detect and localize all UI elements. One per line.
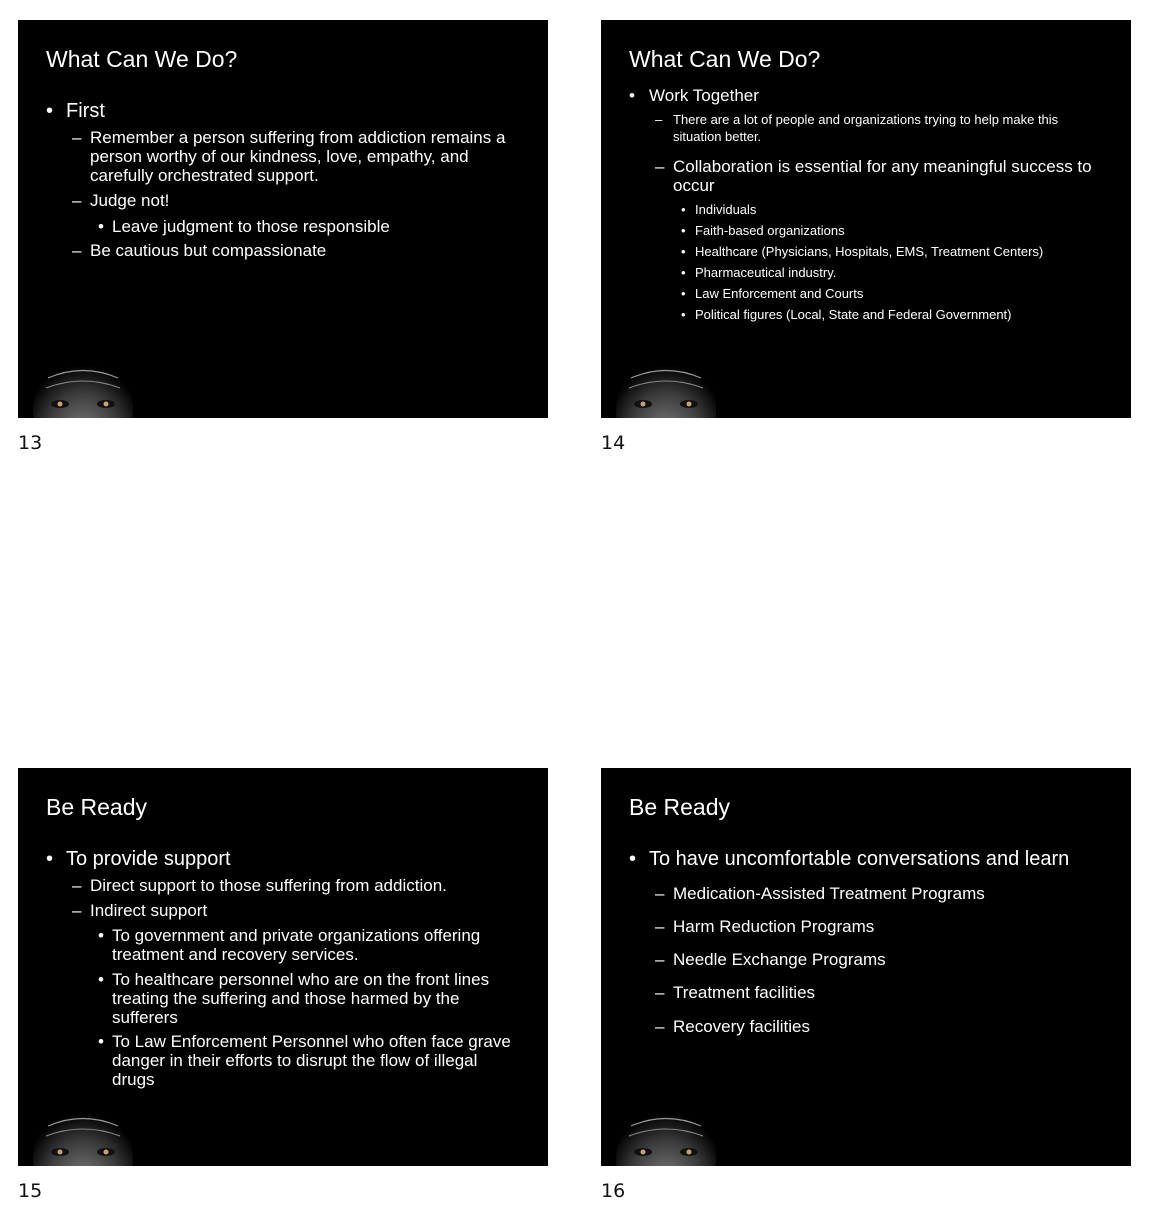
- bullet-marker: –: [655, 884, 665, 904]
- bullet-text: Needle Exchange Programs: [673, 950, 886, 970]
- bullet-marker: –: [72, 901, 82, 921]
- bullet-marker: •: [98, 926, 104, 946]
- bullet-item: [46, 970, 520, 1027]
- bullet-item: [629, 157, 1103, 195]
- slide-bullets: [46, 100, 520, 266]
- bullet-text: Indirect support: [90, 901, 208, 921]
- bullet-item: [629, 243, 1103, 262]
- bullet-text: To Law Enforcement Personnel who often face grave danger in their efforts to disrupt the flow of illegal drugs: [112, 1031, 511, 1089]
- bullet-text: To government and private organizations offering treatment and recovery services.: [112, 926, 481, 965]
- slide-14: [601, 20, 1131, 418]
- bullet-text: Political figures (Local, State and Federal Government): [695, 306, 1012, 322]
- bullet-text: Individuals: [695, 202, 757, 218]
- slide-title: Be Ready: [629, 794, 731, 820]
- bullet-marker: –: [655, 112, 663, 128]
- bullet-text: Judge not!: [90, 191, 170, 211]
- bullet-item: [629, 285, 1103, 304]
- bullet-item: [629, 848, 1103, 870]
- bullet-item: [46, 876, 520, 895]
- slide-bullets: [629, 86, 1103, 326]
- slide-title: Be Ready: [46, 794, 148, 820]
- bullet-text: Law Enforcement and Courts: [695, 285, 864, 301]
- bullet-text: To healthcare personnel who are on the front lines treating the suffering and those harmed by the sufferers: [112, 969, 490, 1027]
- slide-bullets: [629, 848, 1103, 1050]
- bullet-item: [629, 950, 1103, 969]
- bullet-text: Pharmaceutical industry.: [695, 264, 837, 280]
- slide-bullets: [46, 848, 520, 1094]
- bullet-item: [629, 201, 1103, 220]
- bullet-text: First: [66, 100, 105, 122]
- slide-16: [601, 768, 1131, 1166]
- bullet-marker: –: [72, 240, 82, 260]
- bullet-item: [46, 848, 520, 870]
- bullet-marker: •: [46, 848, 54, 870]
- bullet-text: Treatment facilities: [673, 983, 816, 1003]
- bullet-marker: •: [629, 86, 635, 105]
- bullet-marker: •: [681, 306, 686, 322]
- bullet-item: [46, 128, 520, 185]
- bullet-marker: –: [655, 157, 665, 177]
- slide-number: 13: [18, 432, 43, 454]
- face-image-icon: [28, 1096, 138, 1166]
- bullet-marker: –: [72, 191, 82, 211]
- bullet-item: [629, 86, 1103, 105]
- bullet-marker: •: [681, 264, 686, 280]
- bullet-item: [629, 222, 1103, 241]
- bullet-text: Healthcare (Physicians, Hospitals, EMS, Treatment Centers): [695, 244, 1044, 260]
- bullet-item: [46, 100, 520, 122]
- bullet-marker: •: [681, 244, 686, 260]
- slide-number: 14: [601, 432, 626, 454]
- slide-title: What Can We Do?: [629, 46, 821, 72]
- bullet-marker: •: [681, 285, 686, 301]
- bullet-item: [46, 241, 520, 260]
- bullet-marker: •: [629, 848, 637, 870]
- slide-number: 15: [18, 1180, 43, 1202]
- bullet-text: Remember a person suffering from addiction remains a person worthy of our kindness, love, empathy, and carefully orchestrated support.: [90, 128, 506, 186]
- bullet-marker: •: [681, 202, 686, 218]
- bullet-marker: –: [72, 876, 82, 896]
- bullet-item: [629, 884, 1103, 903]
- slide-number: 16: [601, 1180, 626, 1202]
- bullet-text: Collaboration is essential for any meaningful success to occur: [673, 157, 1092, 196]
- slide-13: [18, 20, 548, 418]
- bullet-item: [629, 1017, 1103, 1036]
- bullet-text: Recovery facilities: [673, 1016, 810, 1036]
- bullet-text: Leave judgment to those responsible: [112, 216, 390, 236]
- bullet-text: Be cautious but compassionate: [90, 240, 327, 260]
- bullet-marker: –: [655, 950, 665, 970]
- bullet-item: [629, 306, 1103, 325]
- bullet-item: [46, 1032, 520, 1089]
- bullet-item: [629, 917, 1103, 936]
- bullet-text: Direct support to those suffering from addiction.: [90, 876, 447, 896]
- bullet-text: Faith-based organizations: [695, 223, 845, 239]
- bullet-text: To have uncomfortable conversations and learn: [649, 848, 1070, 870]
- bullet-marker: –: [655, 917, 665, 937]
- face-image-icon: [28, 348, 138, 418]
- bullet-item: [629, 264, 1103, 283]
- bullet-text: Medication-Assisted Treatment Programs: [673, 884, 985, 904]
- bullet-marker: •: [98, 216, 104, 236]
- face-image-icon: [611, 1096, 721, 1166]
- slide-title: What Can We Do?: [46, 46, 238, 72]
- bullet-marker: •: [98, 969, 104, 989]
- slide-15: [18, 768, 548, 1166]
- bullet-item: [46, 217, 520, 236]
- bullet-item: [629, 111, 1103, 145]
- face-image-icon: [611, 348, 721, 418]
- bullet-item: [46, 191, 520, 210]
- bullet-marker: –: [655, 983, 665, 1003]
- bullet-text: There are a lot of people and organizations trying to help make this situation better.: [673, 112, 1059, 145]
- bullet-marker: •: [46, 100, 54, 122]
- bullet-marker: •: [681, 223, 686, 239]
- bullet-text: Harm Reduction Programs: [673, 917, 875, 937]
- bullet-marker: •: [98, 1031, 104, 1051]
- bullet-item: [46, 901, 520, 920]
- bullet-text: Work Together: [649, 86, 759, 105]
- bullet-marker: –: [72, 128, 82, 148]
- bullet-item: [46, 926, 520, 964]
- bullet-item: [629, 983, 1103, 1002]
- bullet-text: To provide support: [66, 848, 231, 870]
- bullet-marker: –: [655, 1016, 665, 1036]
